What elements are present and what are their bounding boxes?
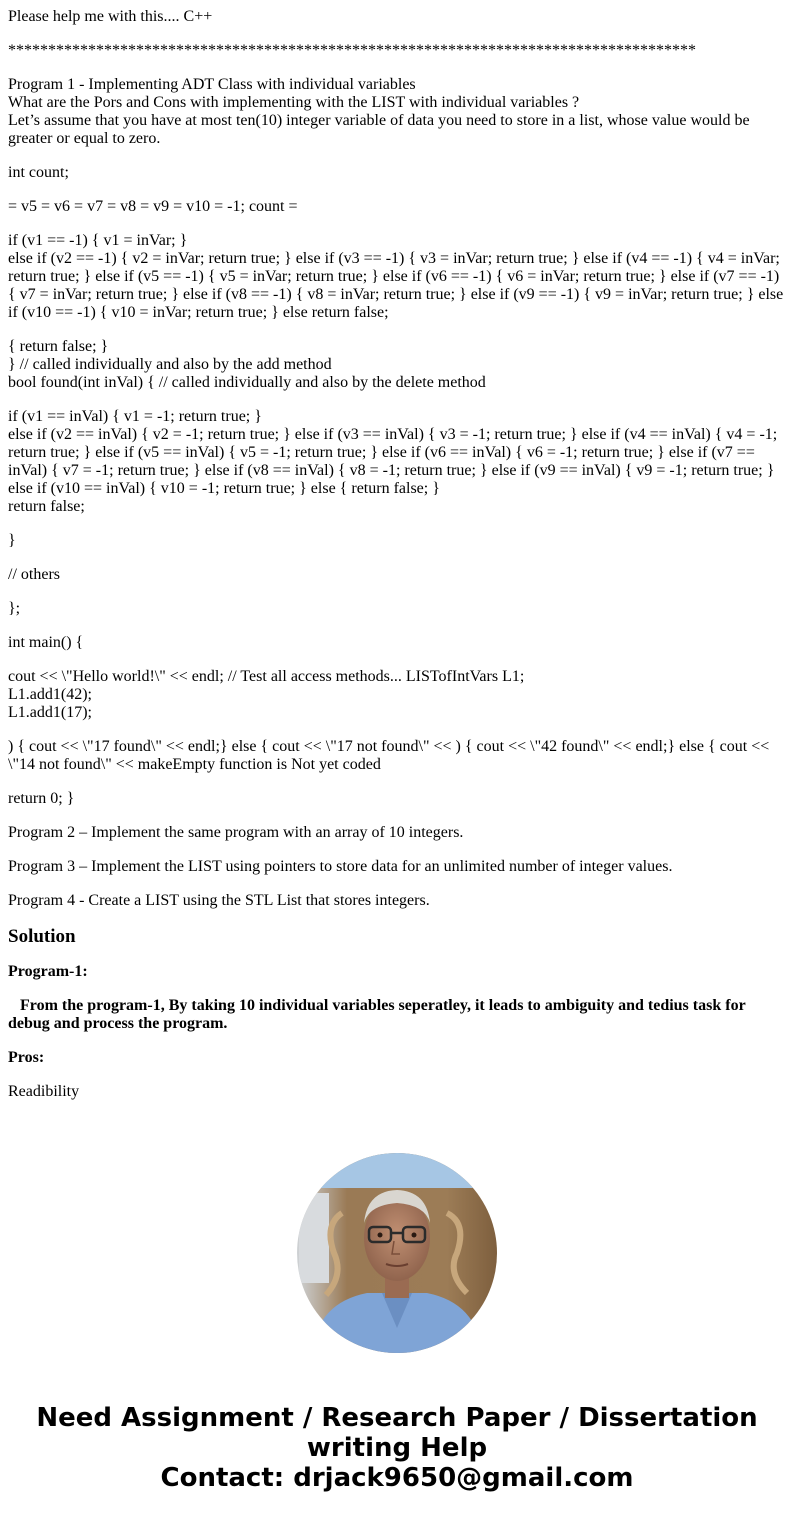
- question-intro: Please help me with this.... C++: [8, 8, 213, 25]
- code-delete-block: [8, 408, 786, 516]
- code-class-end: };: [8, 600, 21, 617]
- program1-title: Program 1 - Implementing ADT Class with individual variables: [8, 76, 416, 93]
- code-close-brace: }: [8, 532, 16, 549]
- solution-explanation: [8, 997, 786, 1033]
- program2-description: Program 2 – Implement the same program with an array of 10 integers.: [8, 824, 464, 841]
- code-main-block: [8, 668, 786, 722]
- footer-contact-text: Contact: drjack9650@gmail.com: [160, 1463, 634, 1493]
- solution-program-label: Program-1:: [8, 963, 88, 980]
- code-line: cout << \"Hello world!\" << endl; // Test all access methods... LISTofIntVars L1;: [8, 668, 525, 685]
- solution-heading: Solution: [8, 926, 76, 947]
- code-add-block: [8, 232, 786, 322]
- code-line: else if (v2 == inVal) { v2 = -1; return true; } else if (v3 == inVal) { v3 = -1; return true; } else if (v4 == inVal) { v4 = -1; return true; } else if (v5 == inVal) { v5 = -1; return true; } else if (v6 == inVal) { v6 = -1; return true; } else if (v7 == inVal) { v7 = -1; return true; } else if (v8 == inVal) { v8 = -1; return true; } else if (v9 == inVal) { v9 = -1; return true; } else if (v10 == inVal) { v10 = -1; return true; } else { return false; }: [8, 426, 778, 497]
- program1-assumption: Let’s assume that you have at most ten(10) integer variable of data you need to store in a list, whose value would be greater or equal to zero.: [8, 112, 750, 147]
- code-line: { return false; }: [8, 338, 109, 355]
- code-others-comment: // others: [8, 566, 60, 583]
- footer-help-text: Need Assignment / Research Paper / Dissertation writing Help: [36, 1403, 758, 1463]
- code-line: L1.add1(42);: [8, 686, 92, 703]
- code-line: L1.add1(17);: [8, 704, 92, 721]
- code-found-output: ) { cout << \"17 found\" << endl;} else { cout << \"17 not found\" << ) { cout << \"42 found\" << endl;} else { cout << \"14 not found\" << makeEmpty function is Not yet coded: [8, 738, 770, 773]
- solution-explanation-text: From the program-1, By taking 10 individual variables seperatley, it leads to ambiguity and tedius task for debug and process the program.: [8, 997, 746, 1032]
- code-init-assign: = v5 = v6 = v7 = v8 = v9 = v10 = -1; count =: [8, 198, 298, 215]
- code-line: bool found(int inVal) { // called individually and also by the delete method: [8, 374, 486, 391]
- code-count-decl: int count;: [8, 164, 69, 181]
- code-line: if (v1 == inVal) { v1 = -1; return true; }: [8, 408, 262, 425]
- code-found-block: [8, 338, 786, 392]
- solution-pros-label: Pros:: [8, 1049, 45, 1066]
- divider-stars: **************************************************************************************: [8, 42, 696, 59]
- program1-question: What are the Pors and Cons with implementing with the LIST with individual variables ?: [8, 94, 580, 111]
- author-portrait-image: [297, 1153, 497, 1353]
- document-content: [8, 8, 786, 1117]
- solution-pros-item: Readibility: [8, 1083, 80, 1100]
- code-line: return false;: [8, 498, 85, 515]
- code-line: } // called individually and also by the add method: [8, 356, 332, 373]
- code-main-signature: int main() {: [8, 634, 84, 651]
- program1-description: [8, 76, 786, 148]
- author-avatar: [297, 1153, 497, 1353]
- code-return: return 0; }: [8, 790, 75, 807]
- code-line: else if (v2 == -1) { v2 = inVar; return true; } else if (v3 == -1) { v3 = inVar; return true; } else if (v4 == -1) { v4 = inVar; return true; } else if (v5 == -1) { v5 = inVar; return true; } else if (v6 == -1) { v6 = inVar; return true; } else if (v7 == -1) { v7 = inVar; return true; } else if (v8 == -1) { v8 = inVar; return true; } else if (v9 == -1) { v9 = inVar; return true; } else if (v10 == -1) { v10 = inVar; return true; } else return false;: [8, 250, 784, 321]
- code-line: if (v1 == -1) { v1 = inVar; }: [8, 232, 188, 249]
- program3-description: Program 3 – Implement the LIST using pointers to store data for an unlimited number of integer values.: [8, 858, 673, 875]
- contact-footer: [0, 1403, 794, 1493]
- program4-description: Program 4 - Create a LIST using the STL List that stores integers.: [8, 892, 430, 909]
